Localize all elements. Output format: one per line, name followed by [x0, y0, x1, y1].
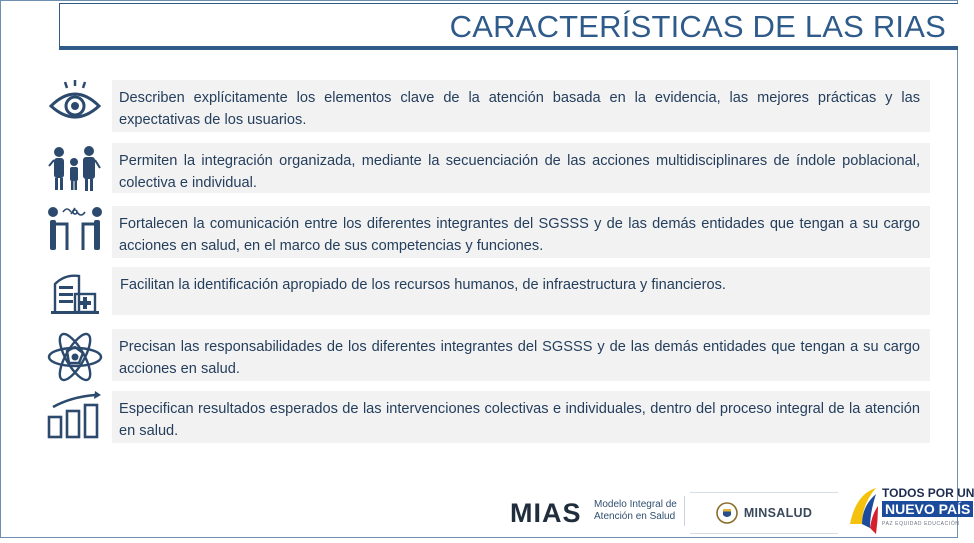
list-item	[112, 267, 930, 315]
mias-logo: MIAS	[510, 498, 582, 528]
government-logo	[846, 484, 974, 538]
family-group-icon	[42, 141, 108, 195]
list-item	[112, 329, 930, 381]
slide-title: CARACTERÍSTICAS DE LAS RIAS	[449, 9, 946, 44]
eye-icon	[42, 77, 108, 131]
list-item-text: Precisan las responsabilidades de los diferentes integrantes del SGSSS y de las demás entidades que tengan a su cargo acciones en salud.	[119, 339, 920, 377]
list-item	[112, 143, 930, 193]
flag-ribbon-icon	[846, 484, 880, 538]
title-underline	[59, 47, 958, 50]
government-slogan-values: PAZ EQUIDAD EDUCACIÓN	[882, 521, 960, 527]
hospital-building-icon	[42, 265, 108, 319]
minsalud-logo	[690, 492, 838, 534]
government-slogan-top: TODOS POR UN	[882, 486, 974, 500]
list-item	[112, 391, 930, 443]
orbit-network-icon	[42, 330, 108, 384]
list-item-text: Especifican resultados esperados de las intervenciones colectivas e individuales, dentro del proceso integral de la atención en salud.	[119, 401, 920, 439]
government-slogan-main: NUEVO PAÍS	[882, 501, 973, 517]
coat-of-arms-icon	[716, 502, 738, 524]
people-communication-icon	[42, 201, 108, 255]
list-item-text: Permiten la integración organizada, mediante la secuenciación de las acciones multidisciplinares de índole poblacional, colectiva e individual.	[119, 153, 920, 191]
growth-chart-icon	[42, 390, 108, 444]
mias-subtitle	[594, 499, 680, 523]
list-item	[112, 80, 930, 132]
list-item-text: Facilitan la identificación apropiado de los recursos humanos, de infraestructura y financieros.	[120, 277, 726, 293]
footer-logos	[0, 478, 974, 540]
title-bar	[59, 3, 958, 47]
minsalud-text: MINSALUD	[743, 506, 813, 520]
mias-subtitle-line: Modelo Integral de	[594, 499, 677, 510]
list-item	[112, 206, 930, 258]
mias-subtitle-line: Atención en Salud	[594, 511, 676, 522]
logo-divider	[684, 496, 685, 526]
list-item-text: Describen explícitamente los elementos clave de la atención basada en la evidencia, las mejores prácticas y las expectativas de los usuarios.	[119, 90, 920, 128]
list-item-text: Fortalecen la comunicación entre los diferentes integrantes del SGSSS y de las demás entidades que tengan a su cargo acciones en salud, en el marco de sus competencias y funciones.	[119, 216, 920, 254]
